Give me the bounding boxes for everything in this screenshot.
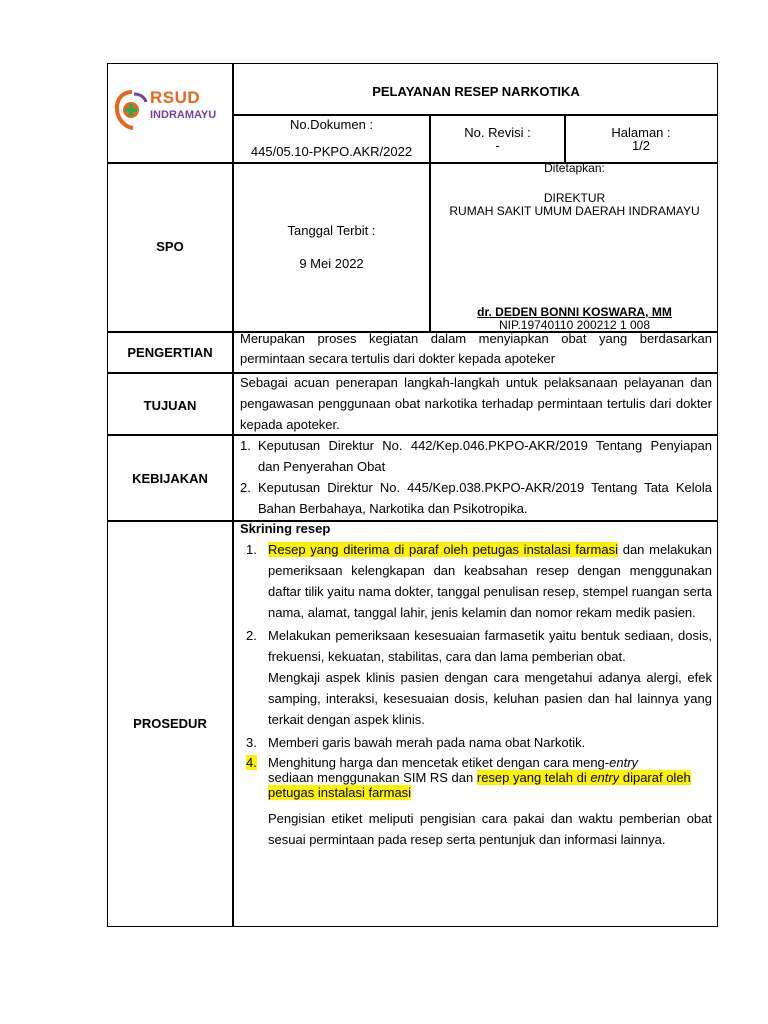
kebijakan-list: [240, 435, 712, 519]
spo-document: [107, 63, 718, 927]
kebijakan-item-number: 2.: [240, 480, 251, 495]
prosedur-item4-text-a: Menghitung harga dan mencetak etiket dengan cara meng-: [268, 755, 610, 770]
prosedur-item4-highlight-entry: entry: [590, 770, 620, 785]
prosedur-item: [240, 755, 712, 800]
logo-emblem-icon: [114, 88, 150, 130]
halaman-label: Halaman :: [611, 125, 671, 140]
hospital-name: RUMAH SAKIT UMUM DAERAH INDRAMAYU: [449, 204, 700, 218]
column-divider: [232, 64, 234, 926]
prosedur-item1-text: dan melakukan pemeriksaan kelengkapan dan keabsahan resep dengan menggunakan daftar tilik yaitu nama dokter, tanggal penulisan resep, stempel ruangan serta nama, alamat, tanggal lahir, jenis kelamin dan nomor rekam medik pasien.: [268, 542, 713, 620]
tujuan-text: Sebagai acuan penerapan langkah-langkah untuk pelaksanaan pelayanan dan pengawasan penggunaan obat narkotika terhadap permintaan tertulis dari dokter kepada apoteker.: [240, 375, 712, 432]
kebijakan-item: [240, 435, 712, 477]
prosedur-item-number: 3.: [246, 735, 257, 750]
prosedur-item: [240, 539, 712, 623]
prosedur-heading: Skrining resep: [240, 521, 331, 536]
prosedur-item2-extra: Mengkaji aspek klinis pasien dengan cara mengetahui adanya alergi, efek samping, interaksi, kesesuaian dosis, keluhan pasien dan hal lainnya yang terkait dengan aspek klinis.: [268, 670, 712, 727]
kebijakan-item-number: 1.: [240, 438, 251, 453]
kebijakan-bottom-line: [108, 520, 718, 522]
prosedur-label: PROSEDUR: [133, 716, 207, 731]
prosedur-item-number: 4.: [246, 755, 257, 770]
kebijakan-item-text: Keputusan Direktur No. 445/Kep.038.PKPO-AKR/2019 Tentang Tata Kelola Bahan Berbahaya, Narkotika dan Psikotropika.: [258, 480, 712, 516]
logo-text-indramayu: INDRAMAYU: [150, 109, 217, 121]
no-revisi-value: -: [495, 138, 500, 153]
halaman-value: 1/2: [631, 138, 651, 153]
direktur-title: DIREKTUR: [543, 191, 606, 205]
prosedur-item4-entry: entry: [609, 755, 639, 770]
kebijakan-label: KEBIJAKAN: [132, 471, 208, 486]
hospital-logo: [112, 86, 230, 136]
director-nip: NIP.19740110 200212 1 008: [498, 318, 651, 332]
logo-text-rsud: RSUD: [150, 88, 201, 107]
kebijakan-item-text: Keputusan Direktur No. 442/Kep.046.PKPO-AKR/2019 Tentang Penyiapan dan Penyerahan Obat: [258, 438, 712, 474]
prosedur-list: [240, 539, 712, 850]
prosedur-item4-highlight-1: resep yang telah di: [476, 770, 591, 785]
prosedur-item4-highlight-2: diparaf oleh petugas instalasi farmasi: [268, 770, 691, 800]
document-title: PELAYANAN RESEP NARKOTIKA: [372, 84, 580, 99]
no-dokumen-label: No.Dokumen :: [289, 117, 374, 132]
prosedur-item1-highlight: Resep yang diterima di paraf oleh petugas instalasi farmasi: [268, 542, 618, 557]
prosedur-item4-extra: Pengisian etiket meliputi pengisian cara pakai dan waktu pemberian obat sesuai permintaan pada resep serta pentunjuk dan informasi lainnya.: [268, 811, 712, 847]
title-divider: [232, 114, 718, 116]
director-name: dr. DEDEN BONNI KOSWARA, MM: [477, 305, 672, 319]
spo-label: SPO: [156, 239, 184, 254]
no-dokumen-value: 445/05.10-PKPO.AKR/2022: [250, 144, 413, 159]
tanggal-terbit-label: Tanggal Terbit :: [287, 223, 376, 238]
prosedur-item2-text: Melakukan pemeriksaan kesesuaian farmasetik yaitu bentuk sediaan, dosis, frekuensi, kekuatan, stabilitas, cara dan lama pemberian obat.: [268, 628, 712, 664]
no-revisi-label: No. Revisi :: [464, 125, 531, 140]
prosedur-item3-text: Memberi garis bawah merah pada nama obat Narkotik.: [268, 735, 586, 750]
tujuan-label: TUJUAN: [143, 398, 197, 413]
kebijakan-item: [240, 477, 712, 519]
tanggal-terbit-value: 9 Mei 2022: [299, 256, 364, 271]
prosedur-item: [240, 625, 712, 667]
ditetapkan-label: Ditetapkan:: [544, 161, 605, 175]
prosedur-item-number: 2.: [246, 628, 257, 643]
pengertian-text: Merupakan proses kegiatan dalam menyiapkan obat yang berdasarkan permintaan secara tertulis dari dokter kepada apoteker: [240, 331, 712, 366]
pengertian-label: PENGERTIAN: [127, 345, 213, 360]
prosedur-item-number: 1.: [246, 542, 257, 557]
prosedur-item: [240, 732, 712, 753]
prosedur-item4-text-b: sediaan menggunakan SIM RS dan: [268, 770, 477, 785]
